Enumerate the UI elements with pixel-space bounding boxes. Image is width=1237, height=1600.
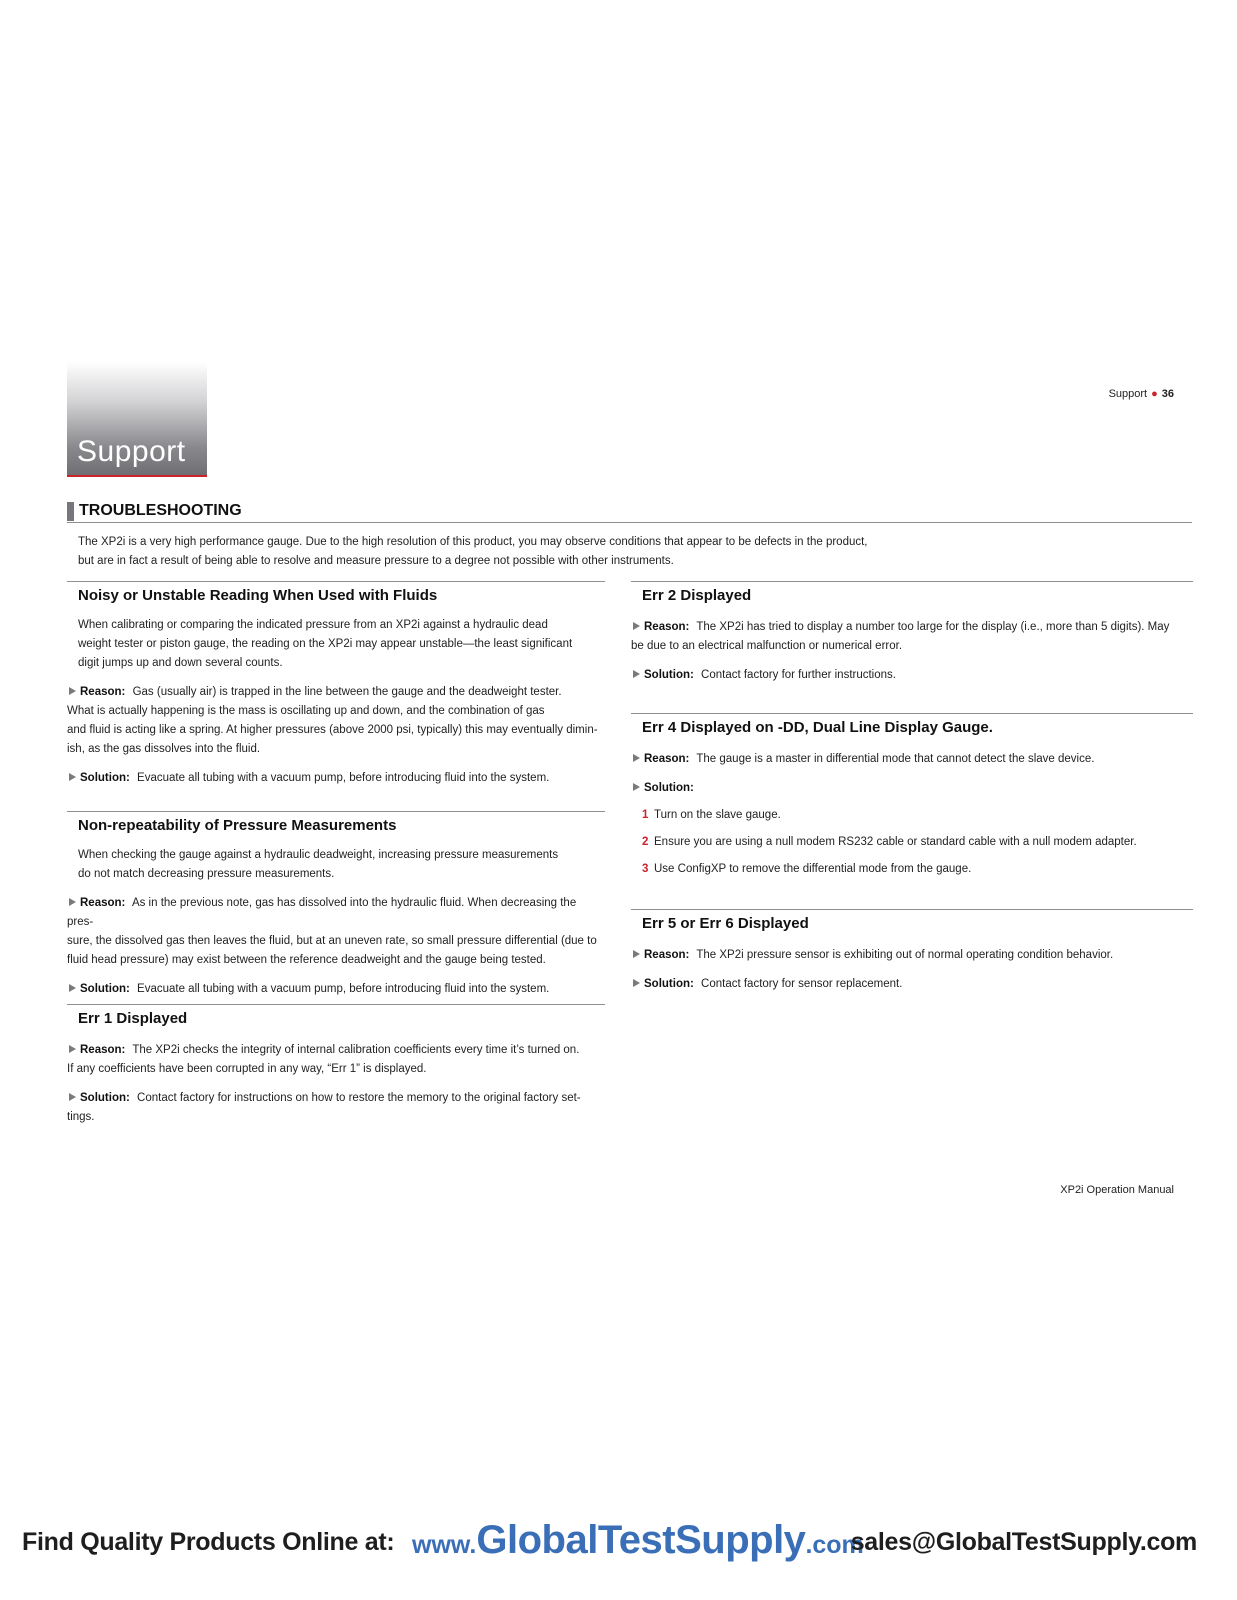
triangle-bullet-icon	[633, 622, 640, 630]
step-text: Use ConfigXP to remove the differential mode from the gauge.	[654, 863, 972, 875]
reason-paragraph	[631, 946, 1193, 965]
solution-label: Solution:	[644, 978, 694, 990]
step-text: Ensure you are using a null modem RS232 cable or standard cable with a null modem adapter.	[654, 836, 1137, 848]
section-tab-label: Support	[77, 435, 186, 468]
solution-step	[642, 806, 1193, 825]
step-number: 3	[642, 863, 649, 875]
reason-text: The XP2i pressure sensor is exhibiting out of normal operating condition behavior.	[696, 949, 1114, 961]
solution-paragraph	[67, 980, 605, 999]
solution-paragraph	[631, 779, 1193, 798]
step-number: 1	[642, 809, 649, 821]
solution-label: Solution:	[644, 782, 694, 794]
reason-line: be due to an electrical malfunction or numerical error.	[631, 640, 903, 652]
triangle-bullet-icon	[69, 984, 76, 992]
section-err1	[67, 1004, 605, 1127]
section-title: Err 5 or Err 6 Displayed	[642, 915, 809, 932]
triangle-bullet-icon	[69, 1045, 76, 1053]
solution-step	[642, 860, 1193, 879]
intro-line: but are in fact a result of being able to resolve and measure pressure to a degree not possible with other instruments.	[78, 555, 674, 567]
section-tab	[67, 362, 207, 475]
step-number: 2	[642, 836, 649, 848]
reason-line: If any coefficients have been corrupted in any way, “Err 1” is displayed.	[67, 1063, 427, 1075]
reason-line: fluid head pressure) may exist between the reference deadweight and the gauge being tested.	[67, 954, 546, 966]
solution-step	[642, 833, 1193, 852]
section-noisy-reading	[67, 581, 605, 788]
reason-paragraph	[631, 618, 1193, 656]
solution-line: tings.	[67, 1111, 95, 1123]
heading-bar	[67, 502, 74, 521]
triangle-bullet-icon	[633, 754, 640, 762]
reason-label: Reason:	[80, 1044, 126, 1056]
reason-label: Reason:	[644, 621, 690, 633]
desc-line: When checking the gauge against a hydraulic deadweight, increasing pressure measurements	[78, 849, 559, 861]
section-err4	[631, 713, 1193, 879]
desc-line: When calibrating or comparing the indicated pressure from an XP2i against a hydraulic dead	[78, 619, 548, 631]
reason-paragraph	[67, 683, 605, 759]
section-title: Err 1 Displayed	[78, 1010, 188, 1027]
reason-label: Reason:	[80, 686, 126, 698]
troubleshooting-title: TROUBLESHOOTING	[79, 502, 242, 519]
troubleshooting-heading	[67, 502, 1192, 523]
solution-text: Contact factory for sensor replacement.	[701, 978, 903, 990]
triangle-bullet-icon	[633, 979, 640, 987]
banner-tagline: Find Quality Products Online at:	[22, 1528, 395, 1556]
solution-paragraph	[67, 1089, 605, 1127]
reason-paragraph	[67, 1041, 605, 1079]
reason-line: and fluid is acting like a spring. At higher pressures (above 2000 psi, typically) this may eventually dimin-	[67, 724, 598, 736]
triangle-bullet-icon	[69, 898, 76, 906]
triangle-bullet-icon	[69, 687, 76, 695]
banner-email-link[interactable]: sales@GlobalTestSupply.com	[850, 1528, 1197, 1556]
reason-label: Reason:	[644, 949, 690, 961]
section-description	[78, 616, 605, 673]
banner-website-link[interactable]	[412, 1518, 864, 1563]
solution-text: Contact factory for further instructions.	[701, 669, 896, 681]
reason-label: Reason:	[644, 753, 690, 765]
solution-paragraph	[67, 769, 605, 788]
section-err2	[631, 581, 1193, 685]
solution-text: Evacuate all tubing with a vacuum pump, before introducing fluid into the system.	[137, 772, 550, 784]
desc-line: weight tester or piston gauge, the reading on the XP2i may appear unstable—the least significant	[78, 638, 573, 650]
desc-line: digit jumps up and down several counts.	[78, 657, 283, 669]
solution-label: Solution:	[80, 983, 130, 995]
section-title: Noisy or Unstable Reading When Used with Fluids	[78, 587, 438, 604]
section-title: Err 4 Displayed on -DD, Dual Line Display Gauge.	[642, 719, 993, 736]
reason-text: The gauge is a master in differential mode that cannot detect the slave device.	[696, 753, 1095, 765]
reason-paragraph	[67, 894, 605, 970]
section-tab-rule	[67, 475, 207, 477]
reason-line: Gas (usually air) is trapped in the line between the gauge and the deadweight tester.	[132, 686, 562, 698]
solution-label: Solution:	[80, 772, 130, 784]
manual-footer: XP2i Operation Manual	[1060, 1184, 1174, 1196]
section-title: Non-repeatability of Pressure Measurements	[78, 817, 397, 834]
reason-line: The XP2i has tried to display a number too large for the display (i.e., more than 5 digits). May	[696, 621, 1170, 633]
step-text: Turn on the slave gauge.	[654, 809, 781, 821]
triangle-bullet-icon	[633, 783, 640, 791]
solution-text: Evacuate all tubing with a vacuum pump, before introducing fluid into the system.	[137, 983, 550, 995]
triangle-bullet-icon	[69, 773, 76, 781]
triangle-bullet-icon	[69, 1093, 76, 1101]
desc-line: do not match decreasing pressure measurements.	[78, 868, 335, 880]
reason-line: As in the previous note, gas has dissolved into the hydraulic fluid. When decreasing the pres-	[67, 897, 577, 928]
url-suffix: .com	[805, 1531, 864, 1559]
page-number: 36	[1161, 388, 1174, 400]
running-head	[1109, 388, 1174, 400]
intro-text	[78, 533, 978, 571]
bullet-icon: ●	[1151, 388, 1158, 400]
solution-label: Solution:	[80, 1092, 130, 1104]
running-section: Support	[1108, 388, 1148, 400]
triangle-bullet-icon	[633, 950, 640, 958]
reason-line: What is actually happening is the mass is oscillating up and down, and the combination of gas	[67, 705, 545, 717]
solution-line: Contact factory for instructions on how to restore the memory to the original factory set-	[137, 1092, 581, 1104]
reason-line: ish, as the gas dissolves into the fluid.	[67, 743, 261, 755]
reason-label: Reason:	[80, 897, 126, 909]
section-non-repeatability	[67, 811, 605, 999]
intro-line: The XP2i is a very high performance gauge. Due to the high resolution of this product, you may observe conditions that appear to be defects in the product,	[78, 536, 868, 548]
reason-paragraph	[631, 750, 1193, 769]
triangle-bullet-icon	[633, 670, 640, 678]
solution-label: Solution:	[644, 669, 694, 681]
url-main: GlobalTestSupply	[476, 1518, 806, 1562]
solution-paragraph	[631, 975, 1193, 994]
section-description	[78, 846, 605, 884]
reason-line: sure, the dissolved gas then leaves the fluid, but at an uneven rate, so small pressure differential (due to	[67, 935, 597, 947]
url-prefix: www.	[412, 1531, 477, 1559]
solution-paragraph	[631, 666, 1193, 685]
section-title: Err 2 Displayed	[642, 587, 752, 604]
reason-line: The XP2i checks the integrity of internal calibration coefficients every time it’s turned on.	[132, 1044, 580, 1056]
section-err5-err6	[631, 909, 1193, 994]
